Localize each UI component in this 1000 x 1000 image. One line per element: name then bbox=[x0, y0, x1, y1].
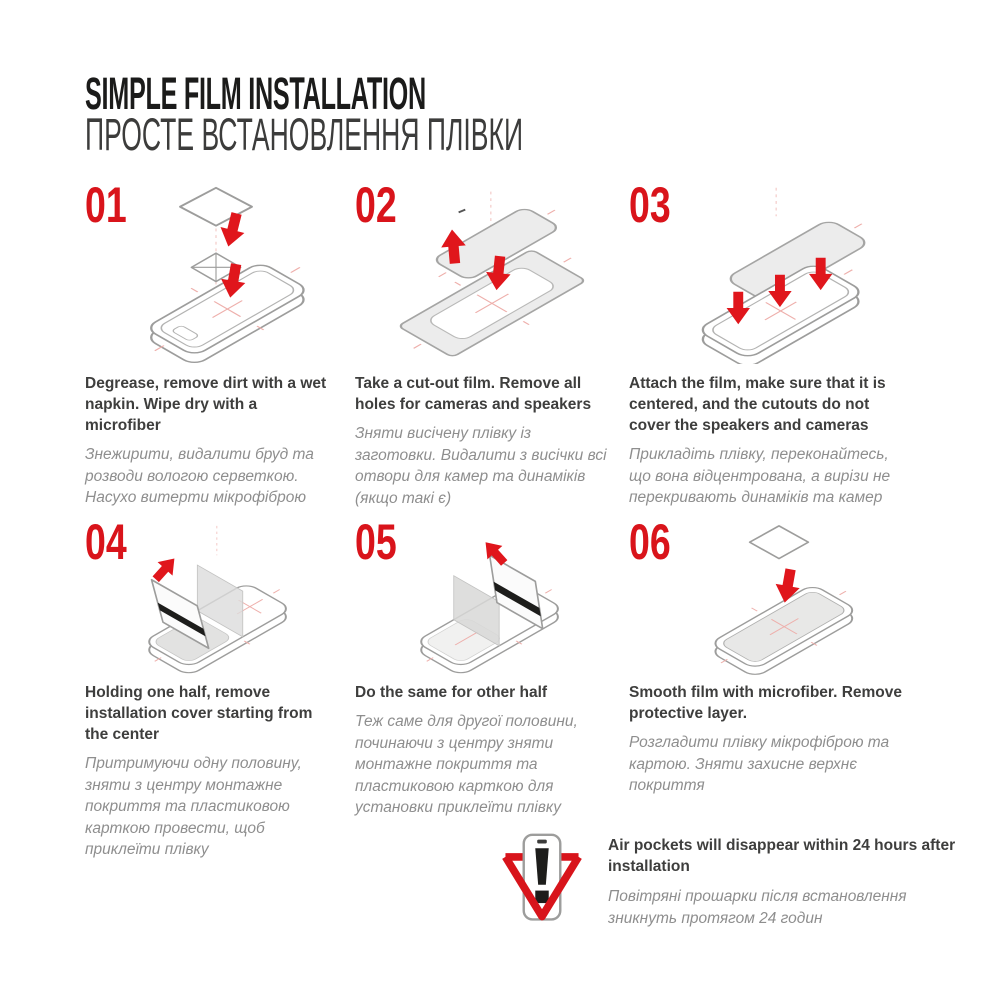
step-06-text-ua: Розгладити плівку мікрофіброю та картою. Зняти захисне верхнє покриття bbox=[629, 734, 890, 794]
step-04-text-ua: Притримуючи одну половину, зняти з центру монтажне покриття та пластиковою карткою провести, щоб приклеїти плівку bbox=[85, 755, 302, 858]
smooth-film-microfiber-illustration bbox=[685, 521, 873, 676]
step-05-text-en: Do the same for other half bbox=[355, 684, 548, 701]
warning-text bbox=[608, 830, 960, 930]
step-02-text-en: Take a cut-out film. Remove all holes for cameras and speakers bbox=[355, 375, 592, 413]
step-02 bbox=[355, 177, 607, 509]
step-01-text-en: Degrease, remove dirt with a wet napkin. Wipe dry with a microfiber bbox=[85, 375, 327, 434]
step-03-figure bbox=[629, 177, 914, 364]
degrease-phone-illustration bbox=[106, 184, 326, 364]
step-06-text-en: Smooth film with microfiber. Remove protective layer. bbox=[629, 684, 903, 722]
step-01 bbox=[85, 177, 333, 509]
step-03 bbox=[629, 177, 914, 509]
remove-cover-first-half-illustration bbox=[122, 521, 310, 676]
step-06 bbox=[629, 514, 914, 861]
step-02-number: 02 bbox=[355, 177, 397, 233]
step-04 bbox=[85, 514, 333, 861]
remove-cover-second-half-illustration bbox=[394, 521, 582, 676]
step-05 bbox=[355, 514, 607, 861]
step-06-figure bbox=[629, 514, 914, 673]
step-03-text-en: Attach the film, make sure that it is centered, and the cutouts do not cover the speakers and cameras bbox=[629, 375, 886, 434]
phone-warning-triangle-icon bbox=[492, 830, 592, 930]
step-04-number: 04 bbox=[85, 514, 127, 570]
attach-film-to-phone-illustration bbox=[669, 184, 889, 364]
page-title bbox=[85, 68, 827, 160]
step-01-text-ua: Знежирити, видалити бруд та розводи вологою серветкою. Насухо витерти мікрофіброю bbox=[85, 446, 314, 506]
step-05-number: 05 bbox=[355, 514, 397, 570]
warning-text-ua: Повітряні прошарки після встановлення зникнуть протягом 24 годин bbox=[608, 888, 907, 927]
peel-film-from-sheet-illustration bbox=[378, 184, 598, 364]
step-04-text-en: Holding one half, remove installation cover starting from the center bbox=[85, 684, 313, 743]
air-pockets-warning bbox=[492, 830, 960, 930]
step-06-number: 06 bbox=[629, 514, 671, 570]
step-02-text-ua: Зняти висічену плівку із заготовки. Видалити з висічки всі отвори для камер та динаміків (якщо такі є) bbox=[355, 425, 607, 507]
page-title-ua: ПРОСТЕ ВСТАНОВЛЕННЯ ПЛІВКИ bbox=[85, 109, 524, 160]
step-05-text-ua: Теж саме для другої половини, починаючи з центру зняти монтажне покриття та пластиковою карткою для установки приклеїти плівку bbox=[355, 713, 578, 816]
step-01-number: 01 bbox=[85, 177, 127, 233]
steps-grid bbox=[85, 177, 914, 861]
warning-text-en: Air pockets will disappear within 24 hours after installation bbox=[608, 837, 956, 875]
page-title-en: SIMPLE FILM INSTALLATION bbox=[85, 68, 426, 119]
step-03-text-ua: Прикладіть плівку, переконайтесь, що вона відцентрована, а вирізи не перекривають динаміків та камер bbox=[629, 446, 891, 506]
step-03-number: 03 bbox=[629, 177, 671, 233]
